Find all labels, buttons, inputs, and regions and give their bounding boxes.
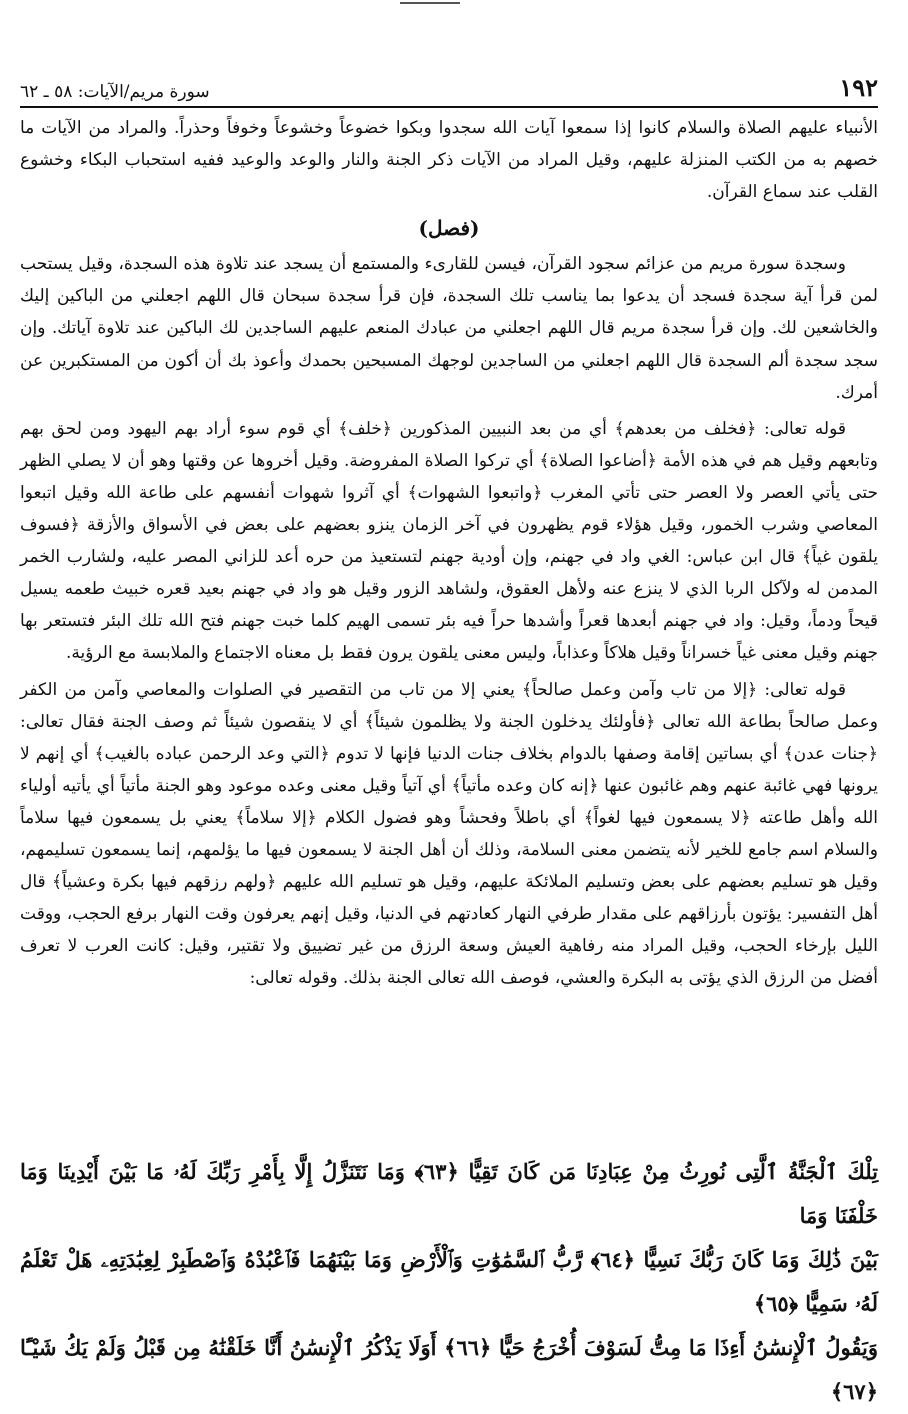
- commentary-text: [20, 112, 878, 994]
- quran-line: وَيَقُولُ ٱلْإِنسَٰنُ أَءِذَا مَا مِتُّ لَسَوْفَ أُخْرَجُ حَيًّا ﴿٦٦﴾ أَوَلَا يَذْكُرُ ٱلْإِنسَٰنُ أَنَّا خَلَقْنَٰهُ مِن قَبْلُ وَلَمْ يَكُ شَيْـًٔا ﴿٦٧﴾: [20, 1335, 878, 1404]
- section-heading: (فصل): [418, 216, 480, 241]
- quran-line: تِلْكَ ٱلْجَنَّةُ ٱلَّتِى نُورِثُ مِنْ عِبَادِنَا مَن كَانَ تَقِيًّا ﴿٦٣﴾ وَمَا نَتَنَزَّلُ إِلَّا بِأَمْرِ رَبِّكَ لَهُۥ مَا بَيْنَ أَيْدِينَا وَمَا خَلْفَنَا وَمَا: [20, 1159, 878, 1228]
- quran-line: بَيْنَ ذَٰلِكَ وَمَا كَانَ رَبُّكَ نَسِيًّا ﴿٦٤﴾ رَّبُّ ٱلسَّمَٰوَٰتِ وَٱلْأَرْضِ وَمَا بَيْنَهُمَا فَٱعْبُدْهُ وَٱصْطَبِرْ لِعِبَٰدَتِهِۦ هَلْ تَعْلَمُ لَهُۥ سَمِيًّا ﴿٦٥﴾: [20, 1247, 878, 1316]
- paragraph-khalf: قوله تعالى: ﴿فخلف من بعدهم﴾ أي من بعد النبيين المذكورين ﴿خلف﴾ أي قوم سوء أراد بهم اليهود ومن لحق بهم وتابعهم وقيل هم في هذه الأمة ﴿أضاعوا الصلاة﴾ أي تركوا الصلاة المفروضة. وقيل أخروها عن وقتها وهو أن لا يصلي الظهر حتى يأتي العصر ولا العصر حتى تأتي المغرب ﴿واتبعوا الشهوات﴾ أي آثروا شهوات أنفسهم على طاعة الله وقيل اتبعوا المعاصي وشرب الخمور، وقيل هؤلاء قوم يظهرون في آخر الزمان ينزو بعضهم على بعض في الأسواق والأزقة ﴿فسوف يلقون غياً﴾ قال ابن عباس: الغي واد في جهنم، وإن أودية جهنم لتستعيذ من حره أعد للزاني المصر عليه، ولشارب الخمر المدمن له ولآكل الربا الذي لا ينزع عنه ولأهل العقوق، ولشاهد الزور وقيل هو واد في جهنم بعيد قعره خبيث طعمه يسيل قيحاً ودماً، وقيل: واد في جهنم أبعدها قعراً وأشدها حراً فيه بئر تسمى الهيم كلما خبت جهنم فتح الله تلك البئر فتستعر بها جهنم وقيل معنى غياً خسراناً وقيل هلاكاً وعذاباً، وليس معنى يلقون يرون فقط بل معناه الاجتماع والملابسة مع الرؤية.: [20, 418, 878, 664]
- paragraph-intro: الأنبياء عليهم الصلاة والسلام كانوا إذا سمعوا آيات الله سجدوا وبكوا خضوعاً وخشوعاً وخوفاً وحذراً. والمراد من الآيات ما خصهم به من الكتب المنزلة عليهم، وقيل المراد من الآيات ذكر الجنة والنار والوعد والوعيد ففيه استحباب البكاء وخشوع القلب عند سماع القرآن.: [20, 118, 878, 203]
- paragraph-illa-man-taba: قوله تعالى: ﴿إلا من تاب وآمن وعمل صالحاً﴾ يعني إلا من تاب من التقصير في الصلوات والمعاصي وآمن من الكفر وعمل صالحاً بطاعة الله تعالى ﴿فأولئك يدخلون الجنة ولا يظلمون شيئاً﴾ أي لا ينقصون شيئاً ثم وصف الجنة فقال تعالى: ﴿جنات عدن﴾ أي بساتين إقامة وصفها بالدوام بخلاف جنات الدنيا فإنها لا تدوم ﴿التي وعد الرحمن عباده بالغيب﴾ أي إنهم لا يرونها فهي غائبة عنهم وهم غائبون عنها ﴿إنه كان وعده مأتياً﴾ أي آتياً وقيل معنى وعده موعود وهو الجنة مأتياً أي يأتيه أولياء الله وأهل طاعته ﴿لا يسمعون فيها لغواً﴾ أي باطلاً وفحشاً وهو فضول الكلام ﴿إلا سلاماً﴾ يعني بل يسمعون فيها سلاماً والسلام اسم جامع للخير لأنه يتضمن معنى السلامة، وذلك أن أهل الجنة لا يسمعون فيها ما يؤلمهم، إنما يسمعون تسليمهم، وقيل هو تسليم بعضهم على بعض وتسليم الملائكة عليهم، وقيل هو تسليم الله عليهم ﴿ولهم رزقهم فيها بكرة وعشياً﴾ قال أهل التفسير: يؤتون بأرزاقهم على مقدار طرفي النهار كعادتهم في الدنيا، وقيل إنهم يعرفون وقت النهار برفع الحجب، ووقت الليل بإرخاء الحجب، وقيل المراد منه رفاهية العيش وسعة الرزق من غير تضييق ولا تقتير، وقيل: كانت العرب لا تعرف أفضل من الرزق الذي يؤتى به البكرة والعشي، فوصف الله تعالى الجنة بذلك. وقوله تعالى:: [20, 679, 878, 989]
- paragraph-sajda: وسجدة سورة مريم من عزائم سجود القرآن، فيسن للقارىء والمستمع أن يسجد عند تلاوة هذه السجدة، وقيل يستحب لمن قرأ آية سجدة فسجد أن يدعوا بما يناسب تلك السجدة، فإن قرأ سجدة سبحان قال اللهم اجعلني من الباكين إليك والخاشعين لك. وإن قرأ سجدة مريم قال اللهم اجعلني من عبادك المنعم عليهم الساجدين لك الباكين عند تلاوة آياتك. وإن سجد سجدة ألم السجدة قال اللهم اجعلني من الساجدين لوجهك المسبحين بحمدك وأعوذ بك أن أكون من المستكبرين عن أمرك.: [20, 254, 878, 403]
- quran-verses: [20, 1150, 878, 1414]
- running-title: سورة مريم/الآيات: ٥٨ ـ ٦٢: [20, 82, 210, 102]
- page-header: [20, 62, 878, 108]
- top-crop-mark: [400, 2, 460, 4]
- page-number: ١٩٢: [839, 73, 878, 102]
